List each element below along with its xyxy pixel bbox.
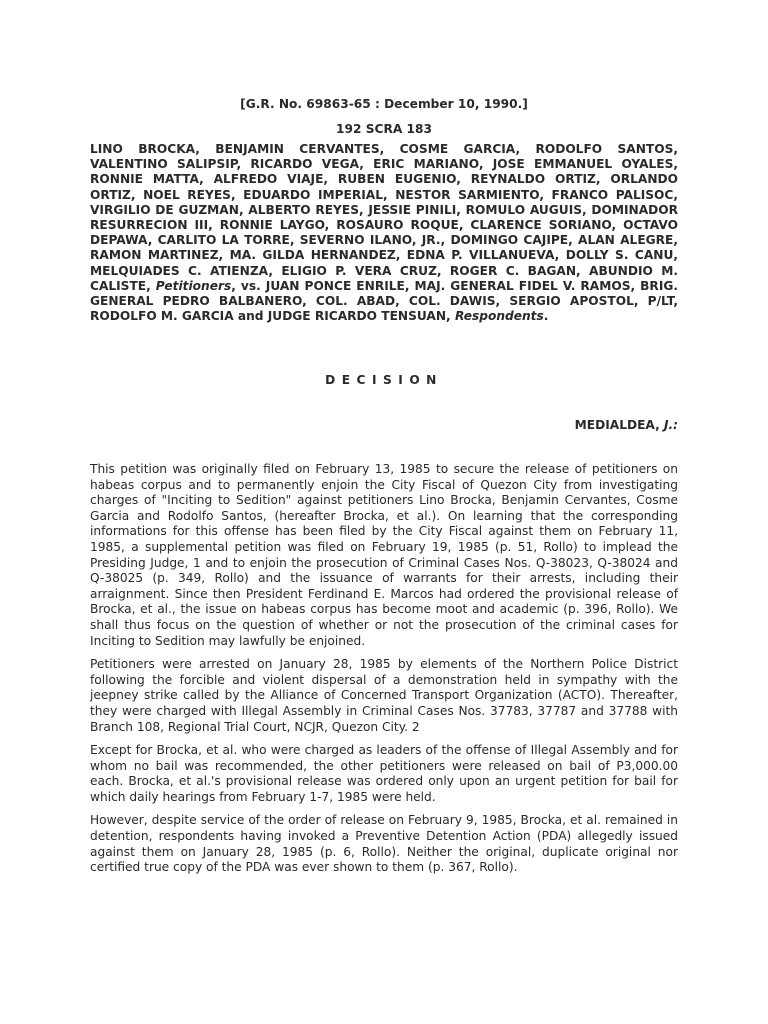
scra-reference: 192 SCRA 183 bbox=[336, 122, 432, 136]
respondents-label: Respondents bbox=[454, 309, 544, 324]
body-paragraph: Petitioners were arrested on January 28, 1985 by elements of the Northern Police District following the forcible and violent dispersal of a demonstration held in sympathy with the jeepney strike called by the Alliance of Concerned Transport Organization (ACTO). Thereafter, they were charged with Illegal Assembly in Criminal Cases Nos. 37783, 37787 and 37788 with Branch 108, Regional Trial Court, NCJR, Quezon City. 2 bbox=[90, 657, 678, 734]
respondents-names: JUAN PONCE ENRILE, MAJ. GENERAL FIDEL V. RAMOS, BRIG. GENERAL PEDRO BALBANERO, COL. ABAD, COL. DAWIS, SERGIO APOSTOL, P/LT, RODOLFO M. GARCIA and JUDGE RICARDO TENSUAN, bbox=[90, 278, 678, 324]
ponente bbox=[575, 417, 678, 433]
ponente-name: MEDIALDEA, bbox=[574, 418, 664, 432]
case-citation: [G.R. No. 69863-65 : December 10, 1990.] bbox=[240, 97, 528, 111]
case-parties bbox=[90, 142, 678, 324]
versus-text: , vs. bbox=[231, 278, 266, 293]
body-paragraph: However, despite service of the order of release on February 9, 1985, Brocka, et al. remained in detention, respondents having invoked a Preventive Detention Action (PDA) allegedly issued against them on January 28, 1985 (p. 6, Rollo). Neither the original, duplicate original nor certified true copy of the PDA was ever shown to them (p. 367, Rollo). bbox=[90, 813, 678, 875]
body-paragraph: This petition was originally filed on February 13, 1985 to secure the release of petitioners on habeas corpus and to permanently enjoin the City Fiscal of Quezon City from investigating charges of "Inciting to Sedition" against petitioners Lino Brocka, Benjamin Cervantes, Cosme Garcia and Rodolfo Santos, (hereafter Brocka, et al.). On learning that the corresponding informations for this offense has been filed by the City Fiscal against them on February 11, 1985, a supplemental petition was filed on February 19, 1985 (p. 51, Rollo) to implead the Presiding Judge, 1 and to enjoin the prosecution of Criminal Cases Nos. Q-38023, Q-38024 and Q-38025 (p. 349, Rollo) and the issuance of warrants for their arrests, including their arraignment. Since then President Ferdinand E. Marcos had ordered the provisional release of Brocka, et al., the issue on habeas corpus has become moot and academic (p. 396, Rollo). We shall thus focus on the question of whether or not the prosecution of the criminal cases for Inciting to Sedition may lawfully be enjoined. bbox=[90, 462, 678, 648]
ponente-title: J.: bbox=[663, 418, 678, 432]
decision-heading: DECISION bbox=[325, 373, 443, 387]
document-page bbox=[90, 0, 678, 1024]
decision-body bbox=[90, 462, 678, 884]
petitioners-names: LINO BROCKA, BENJAMIN CERVANTES, COSME GARCIA, RODOLFO SANTOS, VALENTINO SALIPSIP, RICARDO VEGA, ERIC MARIANO, JOSE EMMANUEL OYALES, RONNIE MATTA, ALFREDO VIAJE, RUBEN EUGENIO, REYNALDO ORTIZ, ORLANDO ORTIZ, NOEL REYES, EDUARDO IMPERIAL, NESTOR SARMIENTO, FRANCO PALISOC, VIRGILIO DE GUZMAN, ALBERTO REYES, JESSIE PINILI, ROMULO AUGUIS, DOMINADOR RESURRECION III, RONNIE LAYGO, ROSAURO ROQUE, CLARENCE SORIANO, OCTAVO DEPAWA, CARLITO LA TORRE, SEVERNO ILANO, JR., DOMINGO CAJIPE, ALAN ALEGRE, RAMON MARTINEZ, MA. GILDA HERNANDEZ, EDNA P. VILLANUEVA, DOLLY S. CANU, MELQUIADES C. ATIENZA, ELIGIO P. VERA CRUZ, ROGER C. BAGAN, ABUNDIO M. CALISTE, bbox=[90, 142, 678, 293]
petitioners-label: Petitioners bbox=[155, 278, 232, 293]
body-paragraph: Except for Brocka, et al. who were charged as leaders of the offense of Illegal Assembly and for whom no bail was recommended, the other petitioners were released on bail of P3,000.00 each. Brocka, et al.'s provisional release was ordered only upon an urgent petition for bail for which daily hearings from February 1-7, 1985 were held. bbox=[90, 743, 678, 804]
parties-end: . bbox=[543, 309, 549, 324]
